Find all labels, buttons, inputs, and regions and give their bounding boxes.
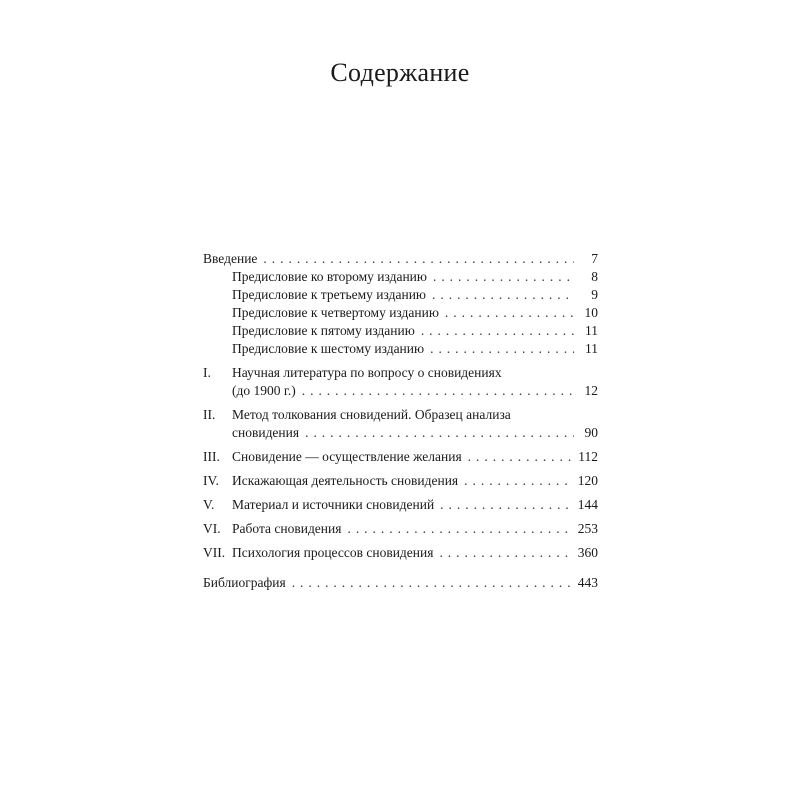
toc-leader-dots <box>302 382 574 400</box>
toc-leader-dots <box>468 448 573 466</box>
toc-page-number: 7 <box>591 251 598 266</box>
toc-entry-preface <box>232 268 598 286</box>
toc-entry-chapter <box>232 520 598 538</box>
toc-label-continued: (до 1900 г.) <box>232 383 296 398</box>
chapter-number: V. <box>203 497 215 512</box>
toc-leader-dots <box>432 286 574 304</box>
chapter-number: II. <box>203 407 216 422</box>
toc-entry-preface <box>232 340 598 358</box>
chapter-number: I. <box>203 365 211 380</box>
toc-page-number: 112 <box>578 449 598 464</box>
toc-page-number: 443 <box>577 575 598 590</box>
toc-entry-preface <box>232 286 598 304</box>
toc-entry-intro <box>203 250 598 268</box>
toc-entry-chapter <box>232 424 598 442</box>
chapter-number: III. <box>203 449 220 464</box>
toc-label: Искажающая деятельность сновидения <box>232 473 459 488</box>
toc-entry-chapter <box>232 472 598 490</box>
toc-leader-dots <box>445 304 574 322</box>
toc-entry-bibliography <box>203 574 598 592</box>
toc-label: Метод толкования сновидений. Образец анализа <box>232 407 511 422</box>
toc-leader-dots <box>433 268 574 286</box>
toc-label: Предисловие к шестому изданию <box>232 341 425 356</box>
toc-label: Психология процессов сновидения <box>232 545 434 560</box>
toc-page-number: 9 <box>591 287 598 302</box>
toc-entry-preface <box>232 322 598 340</box>
toc-label: Сновидение — осуществление желания <box>232 449 462 464</box>
chapter-number: IV. <box>203 473 219 488</box>
toc-page-number: 11 <box>585 341 598 356</box>
toc-label: Предисловие к четвертому изданию <box>232 305 439 320</box>
toc-leader-dots <box>347 520 571 538</box>
toc-leader-dots <box>430 340 574 358</box>
toc-page-number: 8 <box>591 269 598 284</box>
toc-leader-dots <box>305 424 574 442</box>
toc-page-number: 360 <box>577 545 598 560</box>
toc-label: Библиография <box>203 575 286 590</box>
toc-page-number: 12 <box>584 383 598 398</box>
toc-leader-dots <box>439 544 571 562</box>
chapter-number: VI. <box>203 521 221 536</box>
toc-label: Предисловие к пятому изданию <box>232 323 415 338</box>
toc-entry-chapter <box>232 544 598 562</box>
toc-label: Предисловие ко второму изданию <box>232 269 427 284</box>
toc-label: Введение <box>203 251 258 266</box>
toc-page-number: 11 <box>585 323 598 338</box>
toc-label: Научная литература по вопросу о сновидениях <box>232 365 502 380</box>
toc-page-number: 90 <box>584 425 598 440</box>
toc-entry-chapter <box>232 382 598 400</box>
toc-page-number: 10 <box>584 305 598 320</box>
toc-page-number: 120 <box>577 473 598 488</box>
toc-leader-dots <box>263 250 574 268</box>
toc-page-number: 253 <box>577 521 598 536</box>
chapter-number: VII. <box>203 545 226 560</box>
page-title: Содержание <box>330 58 470 87</box>
toc-leader-dots <box>440 496 572 514</box>
toc-entry-preface <box>232 304 598 322</box>
toc-label: Предисловие к третьему изданию <box>232 287 427 302</box>
toc-leader-dots <box>464 472 572 490</box>
toc-label: Работа сновидения <box>232 521 342 536</box>
toc-entry-chapter <box>232 448 598 466</box>
toc-page-number: 144 <box>577 497 598 512</box>
toc-label: Материал и источники сновидений <box>232 497 435 512</box>
toc-label-continued: сновидения <box>232 425 300 440</box>
toc-leader-dots <box>292 574 572 592</box>
toc-entry-chapter <box>232 496 598 514</box>
toc-leader-dots <box>421 322 574 340</box>
